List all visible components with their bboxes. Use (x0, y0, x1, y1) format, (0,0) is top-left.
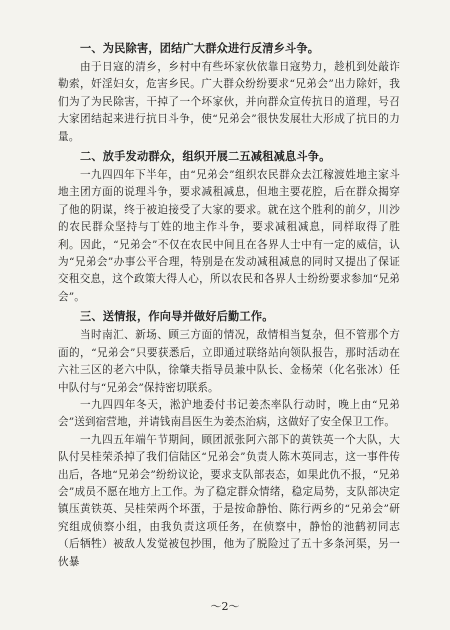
section-title-2: 二、放手发动群众，组织开展二五减租减息斗争。 (80, 149, 331, 164)
section-title-3: 三、送情报，作向导并做好后勤工作。 (80, 309, 274, 324)
section-3-paragraph-1: 当时南汇、新场、顾三方面的情况，敌情相当复杂，但不管那个方面的，“兄弟会”只要获悉后，立即通过联络站向领队报告，那时活动在六社三区的老六中队，徐肇夫指导员兼中队长、金杨荣（化名张冰）任中队付与“兄弟会”保持密切联系。 (58, 329, 400, 394)
section-title-1: 一、为民除害，团结广大群众进行反清乡斗争。 (80, 41, 320, 55)
section-3-paragraph-3: 一九四五年端午节期间，顾团派张阿六部下的黄铁英一个大队，大队付吴桂荣杀掉了我们信陆区“兄弟会”负责人陈木英同志，这一事件传出后，各地“兄弟会”纷纷议论，要求支队部表态，如果此仇不报，“兄弟会”成员不愿在地方上工作。为了稳定群众情绪，稳定局势，支队部决定镇压黄铁英、吴桂荣两个坏蛋，于是按命静怡、陈行两乡的“兄弟会”研究组成侦察小组，由我负责这项任务，在侦察中，静怡的池鹤初同志（后牺牲）被敌人发觉被包抄围，他为了脱险过了五十多条河渠，另一伙暴 (58, 433, 400, 568)
page-number: ～2～ (210, 600, 240, 613)
section-3-paragraph-2: 一九四四年冬天，淞沪地委付书记姜杰率队行动时，晚上由“兄弟会”送到宿营地，并请钱南昌医生为姜杰治病，这做好了安全保卫工作。 (58, 398, 400, 429)
section-1-paragraph-1: 由于日寇的清乡，乡村中有些坏家伙依靠日寇势力，趁机到处敲诈勒索，奸淫妇女，危害乡民。广大群众纷纷要求“兄弟会”出力除奸，我们为了为民除害，干掉了一个坏家伙，并向群众宣传抗日的道理，号召大家团结起来进行抗日斗争，使“兄弟会”很快发展壮大形成了抗日的力量。 (58, 61, 400, 143)
section-2-paragraph-1: 一九四四年下半年，由“兄弟会”组织农民群众去江稼渡姓地主家斗地主团方面的说理斗争，要求减租减息，但地主要花腔，后在群众揭穿了他的阴谋，终于被迫接受了大家的要求。就在这个胜利的前夕，川沙的农民群众坚持与丁姓的地主作斗争，要求减租减息，同样取得了胜利。因此，“兄弟会”不仅在农民中间且在各界人士中有一定的威信，认为“兄弟会”办事公平合理，特别是在发动减租减息的同时又提出了保证交租交息，这个政策大得人心，所以农民和各界人士纷纷要求参加“兄弟会”。 (58, 169, 400, 303)
